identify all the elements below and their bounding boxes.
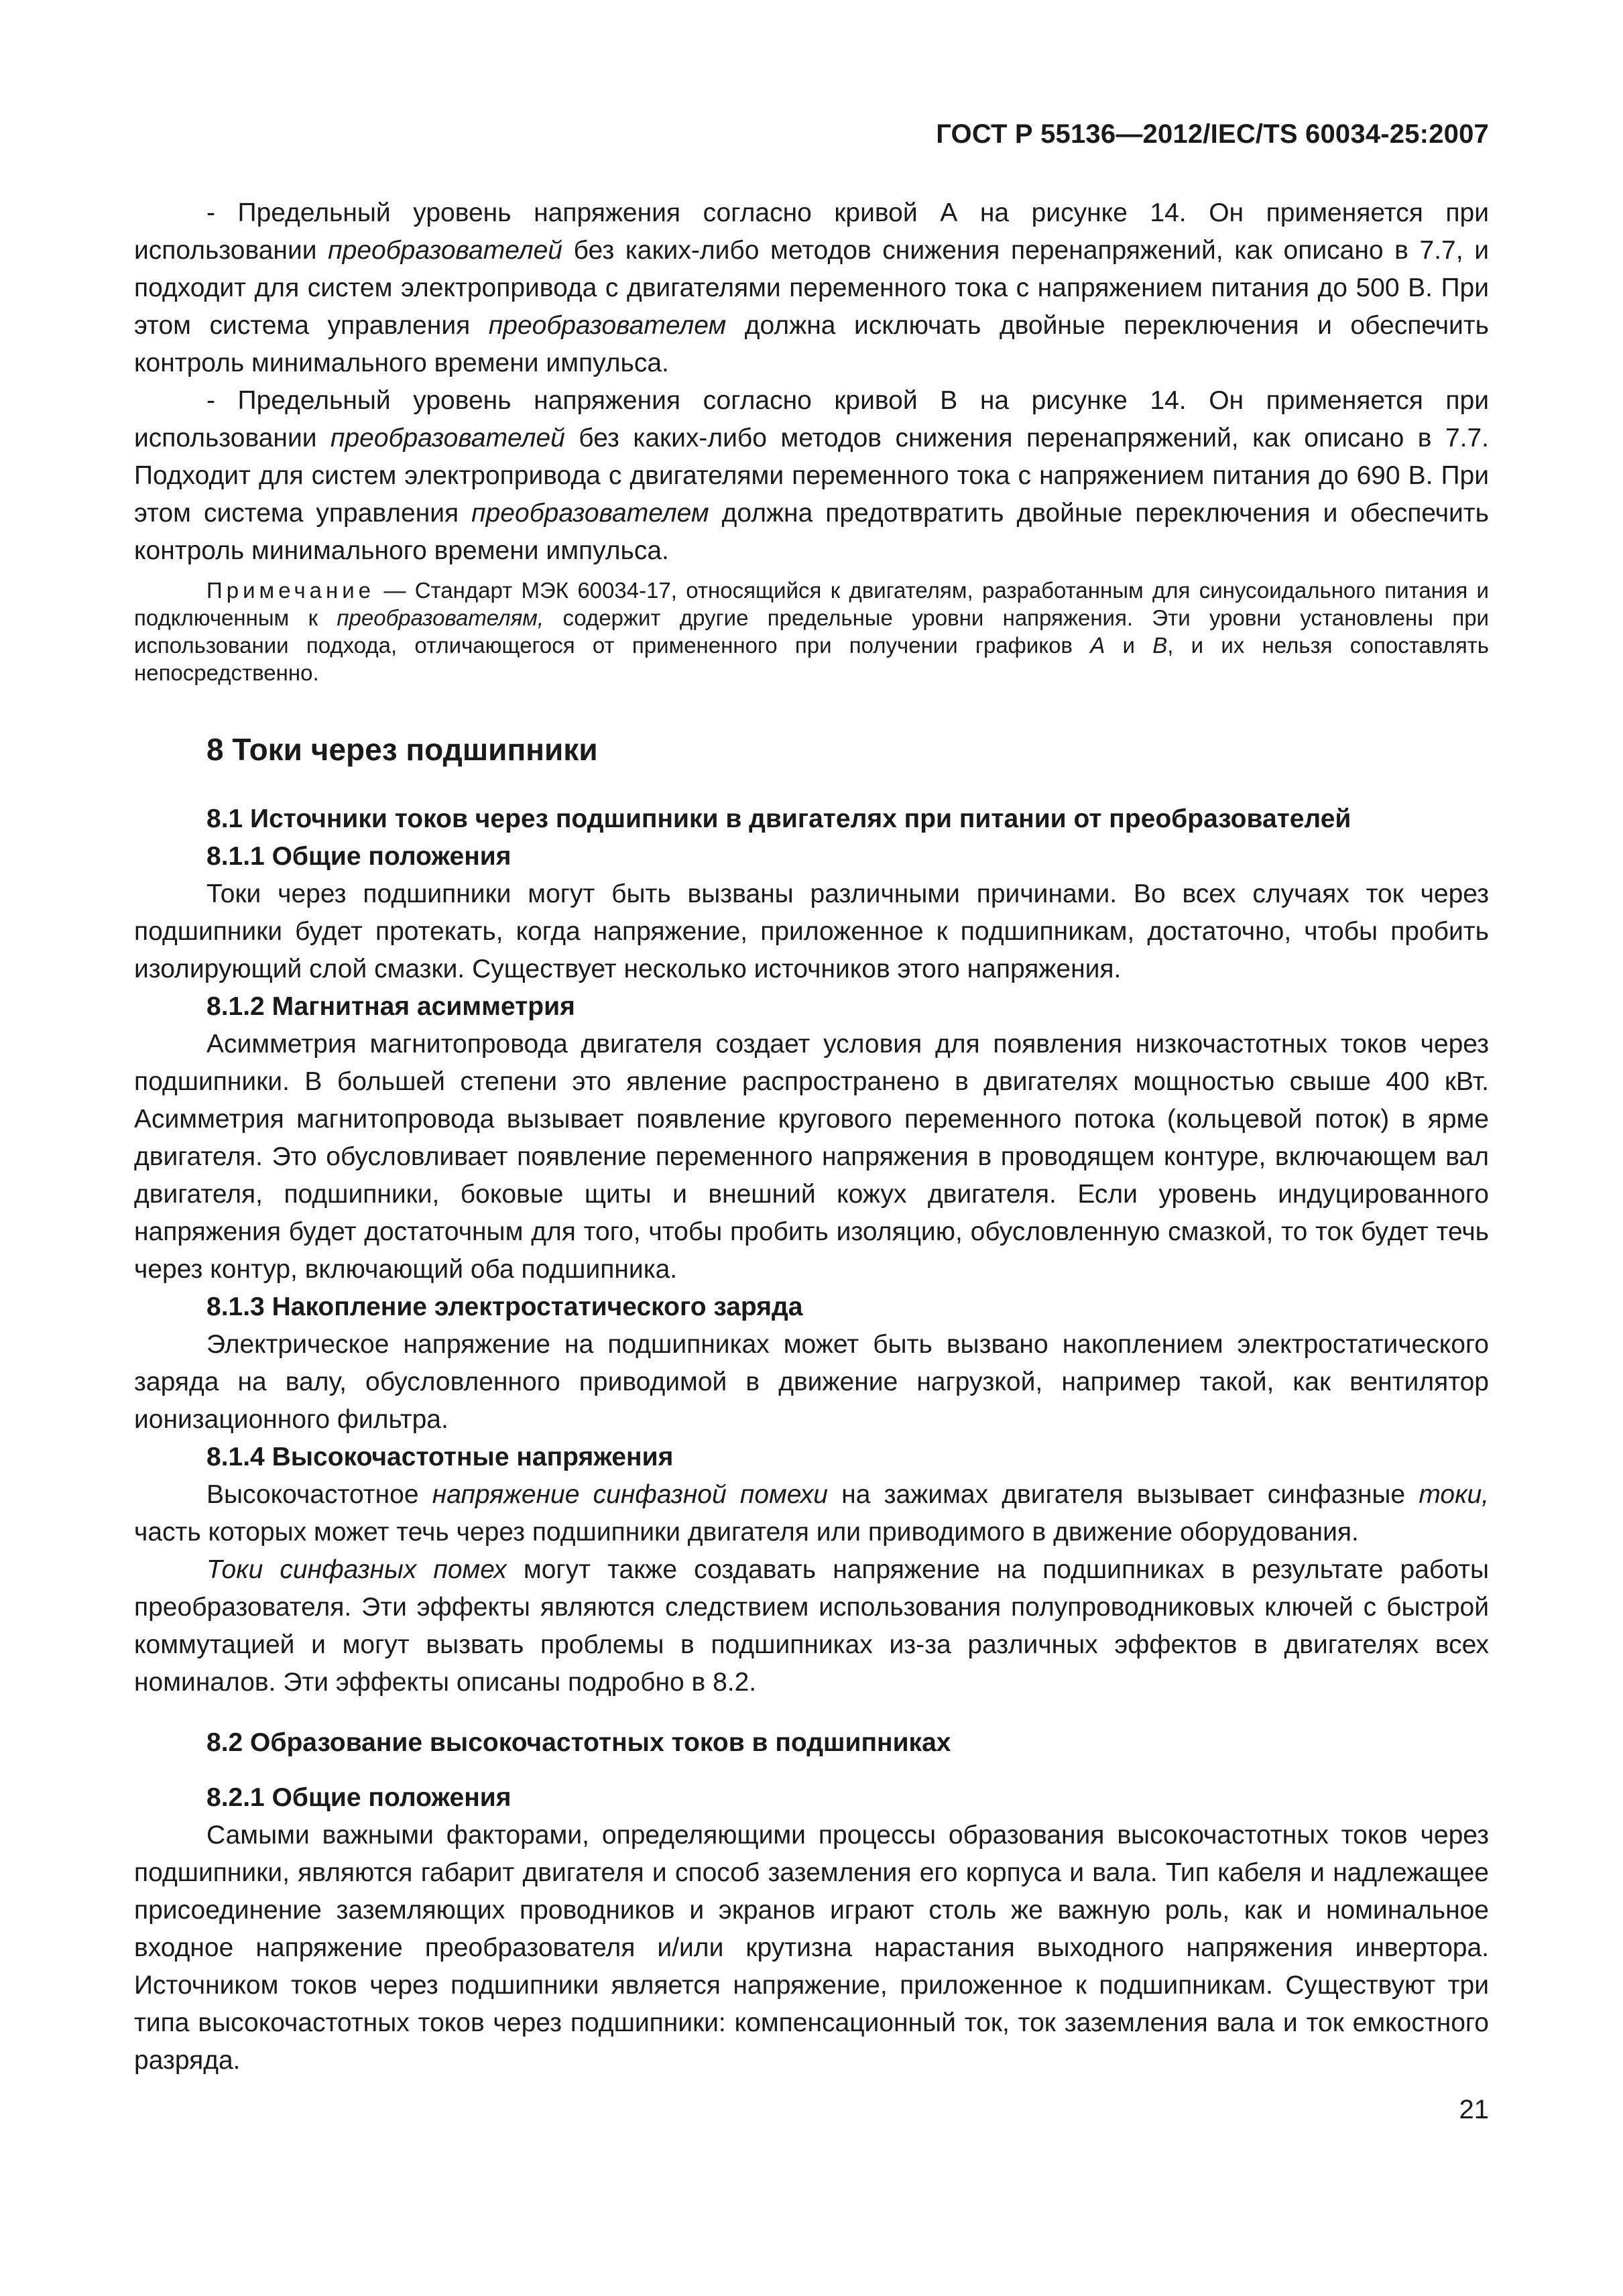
section-8-1-1-heading: 8.1.1 Общие положения — [206, 842, 512, 871]
standard-header: ГОСТ Р 55136—2012/IEC/TS 60034-25:2007 — [936, 119, 1489, 149]
section-8-1-2-text: Асимметрия магнитопровода двигателя создает условия для появления низкочастотных токов через подшипники. В большей степени это явление распространено в двигателях мощностью свыше 400 кВт. Асимметрия магнитопровода вызывает появление кругового переменного потока (кольцевой поток) в ярме двигателя. Это обусловливает появление переменного напряжения в проводящем контуре, включающем вал двигателя, подшипники, боковые щиты и внешний кожух двигателя. Если уровень индуцированного напряжения будет достаточным для того, чтобы пробить изоляцию, обусловленную смазкой, то ток будет течь через контур, включающий оба подшипника. — [134, 1030, 1489, 1284]
section-8-2-heading: 8.2 Образование высокочастотных токов в подшипниках — [206, 1728, 951, 1757]
section-8-1-4-heading: 8.1.4 Высокочастотные напряжения — [206, 1443, 674, 1471]
section-8-1-2-heading: 8.1.2 Магнитная асимметрия — [206, 992, 575, 1021]
page-number: 21 — [1459, 2095, 1489, 2124]
section-8-1-3-heading: 8.1.3 Накопление электростатического заряда — [206, 1292, 803, 1321]
note-label: Примечание — [206, 578, 375, 603]
page-content — [134, 194, 1489, 2079]
section-8-heading: 8 Токи через подшипники — [206, 732, 598, 767]
section-8-1-3-text: Электрическое напряжение на подшипниках может быть вызвано накоплением электростатического заряда на валу, обусловленного приводимой в движение нагрузкой, например такой, как вентилятор ионизационного фильтра. — [134, 1330, 1489, 1434]
paragraph-curve-b: - Предельный уровень напряжения согласно кривой В на рисунке 14. Он применяется при использовании преобразователей без каких-либо методов снижения перенапряжений, как описано в 7.7. Подходит для систем электропривода с двигателями переменного тока с напряжением питания до 690 В. При этом система управления преобразователем должна предотвратить двойные переключения и обеспечить контроль минимального времени импульса. — [134, 386, 1489, 565]
paragraph-curve-a: - Предельный уровень напряжения согласно кривой А на рисунке 14. Он применяется при использовании преобразователей без каких-либо методов снижения перенапряжений, как описано в 7.7, и подходит для систем электропривода с двигателями переменного тока с напряжением питания до 500 В. При этом система управления преобразователем должна исключать двойные переключения и обеспечить контроль минимального времени импульса. — [134, 198, 1490, 377]
section-8-1-4-text-1: Высокочастотное напряжение синфазной помехи на зажимах двигателя вызывает синфазные токи, часть которых может течь через подшипники двигателя или приводимого в движение оборудования. — [134, 1480, 1490, 1547]
section-8-1-1-text: Токи через подшипники могут быть вызваны различными причинами. Во всех случаях ток через подшипники будет протекать, когда напряжение, приложенное к подшипникам, достаточно, чтобы пробить изолирующий слой смазки. Существует несколько источников этого напряжения. — [134, 880, 1489, 983]
note-paragraph: Примечание — Стандарт МЭК 60034-17, относящийся к двигателям, разработанным для синусоидального питания и подключенным к преобразователям, содержит другие предельные уровни напряжения. Эти уровни установлены при использовании подхода, отличающегося от примененного при получении графиков А и В, и их нельзя сопоставлять непосредственно. — [134, 578, 1489, 685]
section-8-1-4-text-2: Токи синфазных помех могут также создавать напряжение на подшипниках в результате работы преобразователя. Эти эффекты являются следствием использования полупроводниковых ключей с быстрой коммутацией и могут вызвать проблемы в подшипниках из-за различных эффектов в двигателях всех номиналов. Эти эффекты описаны подробно в 8.2. — [134, 1555, 1489, 1697]
section-8-2-1-heading: 8.2.1 Общие положения — [206, 1783, 512, 1812]
section-8-1-heading: 8.1 Источники токов через подшипники в двигателях при питании от преобразователей — [206, 804, 1351, 833]
section-8-2-1-text: Самыми важными факторами, определяющими процессы образования высокочастотных токов через подшипники, являются габарит двигателя и способ заземления его корпуса и вала. Тип кабеля и надлежащее присоединение заземляющих проводников и экранов играют столь же важную роль, как и номинальное входное напряжение преобразователя и/или крутизна нарастания выходного напряжения инвертора. Источником токов через подшипники является напряжение, приложенное к подшипникам. Существуют три типа высокочастотных токов через подшипники: компенсационный ток, ток заземления вала и ток емкостного разряда. — [134, 1821, 1489, 2075]
